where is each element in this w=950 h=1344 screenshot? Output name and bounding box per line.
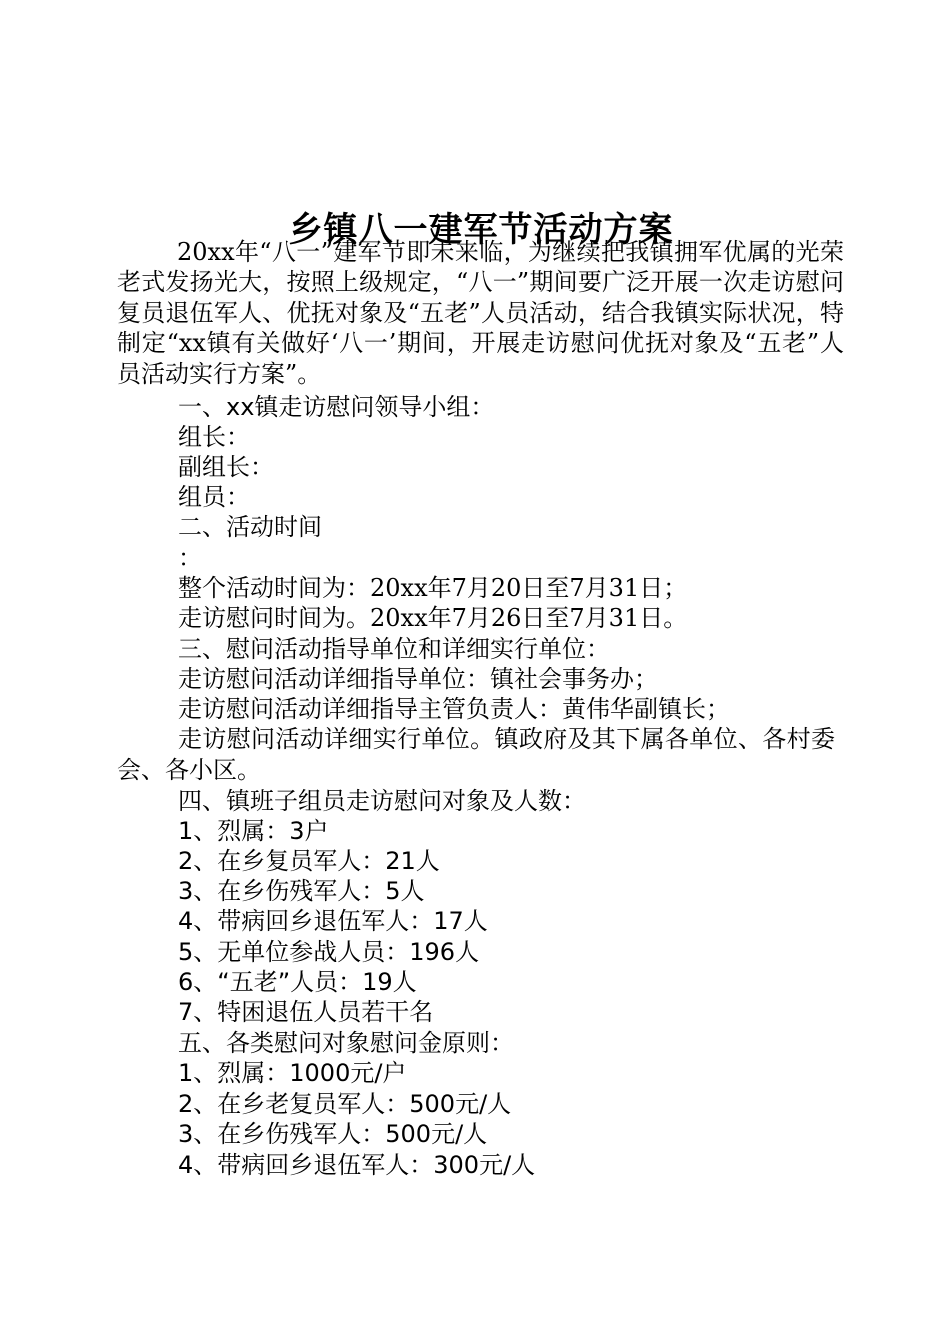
list-item: 1、烈属：1000元/户 — [178, 1059, 407, 1087]
list-item: 4、带病回乡退伍军人：300元/人 — [178, 1151, 536, 1179]
list-item: 6、“五老”人员：19人 — [178, 968, 417, 996]
list-item: 4、带病回乡退伍军人：17人 — [178, 907, 488, 935]
leader-line: 组长： — [178, 423, 250, 451]
list-item: 2、在乡复员军人：21人 — [178, 847, 440, 875]
list-item: 5、无单位参战人员：196人 — [178, 938, 480, 966]
deputy-leader-line: 副组长： — [178, 453, 274, 481]
guide-person-line: 走访慰问活动详细指导主管负责人：黄伟华副镇长； — [178, 695, 730, 723]
section1-heading: 一、xx镇走访慰问领导小组： — [178, 393, 495, 421]
section2-colon: ： — [178, 544, 202, 572]
members-line: 组员： — [178, 483, 250, 511]
exec-unit-paragraph: 走访慰问活动详细实行单位。镇政府及其下属各单位、各村委会、各小区。 — [117, 725, 835, 784]
intro-paragraph: 20xx年“八一”建军节即未来临，为继续把我镇拥军优属的光荣老式发扬光大，按照上级规定，“八一”期间要广泛开展一次走访慰问复员退伍军人、优抚对象及“五老”人员活动，结合我镇实际状况，特制定“xx镇有关做好‘八一’期间，开展走访慰问优抚对象及“五老”人员活动实行方案”。 — [117, 238, 844, 388]
section2-heading: 二、活动时间 — [178, 513, 322, 541]
visit-time-line: 走访慰问时间为。20xx年7月26日至7月31日。 — [178, 604, 688, 632]
guide-unit-line: 走访慰问活动详细指导单位：镇社会事务办； — [178, 665, 658, 693]
overall-time-line: 整个活动时间为：20xx年7月20日至7月31日； — [178, 574, 688, 602]
list-item: 3、在乡伤残军人：5人 — [178, 877, 425, 905]
list-item: 3、在乡伤残军人：500元/人 — [178, 1120, 488, 1148]
section5-heading: 五、各类慰问对象慰问金原则： — [178, 1029, 514, 1057]
section3-heading: 三、慰问活动指导单位和详细实行单位： — [178, 635, 610, 663]
list-item: 1、烈属：3户 — [178, 817, 329, 845]
list-item: 2、在乡老复员军人：500元/人 — [178, 1090, 512, 1118]
document-title: 乡镇八一建军节活动方案 — [288, 209, 674, 250]
list-item: 7、特困退伍人员若干名 — [178, 998, 434, 1026]
section4-heading: 四、镇班子组员走访慰问对象及人数： — [178, 787, 586, 815]
